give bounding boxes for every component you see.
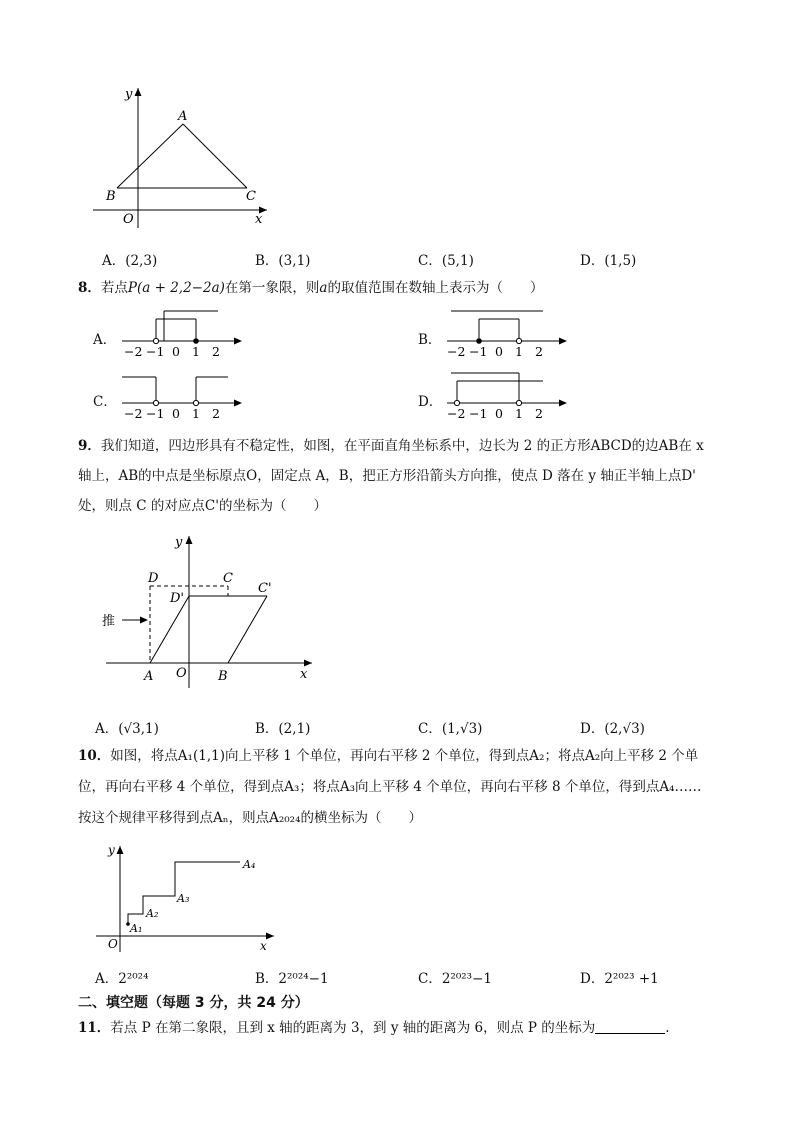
q9-label-push: 推: [102, 614, 116, 629]
q7-label-C: C: [246, 189, 256, 204]
q9-label-x: x: [300, 667, 308, 682]
q8-point-expr: P(a + 2,2−2a): [127, 280, 225, 296]
q7-label-A: A: [178, 109, 188, 124]
q8-d-tick-m1: −1: [469, 406, 488, 421]
q11-line: [78, 1018, 670, 1038]
q8-b-tick-1: 1: [515, 344, 523, 359]
q8-d-tick-1: 1: [515, 406, 523, 421]
q8-d-tick-2: 2: [535, 406, 543, 421]
q8-text-a: 若点: [100, 280, 128, 296]
q8-b-tick-0: 0: [495, 344, 503, 359]
q9-label-A: A: [144, 669, 154, 684]
q10-label-x: x: [260, 939, 267, 953]
q10-option-b[interactable]: B．2²⁰²⁴−1: [255, 971, 329, 987]
q8-d-tick-0: 0: [495, 406, 503, 421]
q9-label-Dp: D': [170, 591, 184, 606]
q11-number: 11．: [78, 1020, 111, 1036]
q8-text-e: 的取值范围在数轴上表示为（ ）: [327, 280, 544, 296]
q8-option-b-numberline: [443, 303, 573, 363]
q10-label-A4: A₄: [243, 858, 256, 871]
q8-a-tick-0: 0: [172, 344, 180, 359]
q8-b-tick-m1: −1: [469, 344, 488, 359]
q8-option-c-numberline: [118, 365, 248, 425]
q8-c-tick-m2: −2: [124, 406, 143, 421]
q9-option-c[interactable]: C．(1,√3): [418, 721, 483, 737]
q7-label-O: O: [123, 212, 134, 227]
q8-option-a-label[interactable]: A．: [93, 332, 117, 348]
q9-number: 9．: [78, 438, 101, 454]
q9-label-D: D: [148, 571, 159, 586]
q9-line-2: 轴上，AB的中点是坐标原点O，固定点 A，B，把正方形沿箭头方向推，使点 D 落在 y 轴正半轴上点D': [78, 468, 696, 484]
q10-label-A3: A₃: [177, 892, 190, 905]
q8-b-tick-m2: −2: [447, 344, 466, 359]
q10-line-1: [78, 746, 698, 766]
q7-option-d[interactable]: D．(1,5): [580, 253, 637, 269]
q10-label-O: O: [108, 937, 118, 951]
q9-label-O: O: [176, 666, 187, 681]
q10-label-A1: A₁: [130, 922, 143, 935]
q8-var-a: a: [319, 280, 328, 296]
q8-a-tick-1: 1: [192, 344, 200, 359]
q8-b-tick-2: 2: [535, 344, 543, 359]
q9-label-B: B: [218, 669, 228, 684]
q8-text-c: 在第一象限，则: [224, 280, 320, 296]
section-heading-fill-in: 二、填空题（每题 3 分，共 24 分）: [78, 995, 309, 1011]
q10-option-c[interactable]: C．2²⁰²³−1: [418, 971, 492, 987]
q10-text-1: 如图，将点A₁(1,1)向上平移 1 个单位，再向右平移 2 个单位，得到点A₂；将点A₂向上平移 2 个单: [110, 748, 699, 764]
q7-label-B: B: [106, 189, 116, 204]
q11-tail: .: [665, 1020, 670, 1036]
q8-option-d-numberline: [443, 365, 573, 425]
q10-label-A2: A₂: [146, 907, 159, 920]
q8-c-tick-1: 1: [192, 406, 200, 421]
q9-figure: [98, 530, 318, 690]
q11-answer-blank[interactable]: [595, 1019, 665, 1034]
q9-label-Cp: C': [258, 581, 272, 596]
q8-c-tick-2: 2: [212, 406, 220, 421]
q8-option-b-label[interactable]: B．: [418, 332, 442, 348]
q10-line-2: 位，再向右平移 4 个单位，得到点A₃；将点A₃向上平移 4 个单位，再向右平移 8 个单位，得到点A₄……: [78, 779, 702, 795]
q8-c-tick-m1: −1: [146, 406, 165, 421]
q8-option-c-label[interactable]: C．: [93, 394, 117, 410]
q10-number: 10．: [78, 748, 111, 764]
q9-line-1: [78, 436, 704, 456]
q8-option-a-numberline: [118, 303, 248, 363]
q9-option-a[interactable]: A．(√3,1): [95, 721, 159, 737]
q8-c-tick-0: 0: [172, 406, 180, 421]
q8-a-tick-m2: −2: [124, 344, 143, 359]
q8-a-tick-m1: −1: [146, 344, 165, 359]
q8-a-tick-2: 2: [212, 344, 220, 359]
q8-d-tick-m2: −2: [447, 406, 466, 421]
q10-option-d[interactable]: D．2²⁰²³ +1: [580, 971, 659, 987]
q7-option-b[interactable]: B．(3,1): [255, 253, 311, 269]
q8-number: 8．: [78, 280, 101, 296]
q7-option-a[interactable]: A．(2,3): [102, 253, 158, 269]
q11-text: 若点 P 在第二象限，且到 x 轴的距离为 3，到 y 轴的距离为 6，则点 P 的坐标为: [110, 1020, 596, 1036]
q7-figure: [85, 80, 285, 230]
q9-option-b[interactable]: B．(2,1): [255, 721, 311, 737]
q7-label-y: y: [125, 87, 133, 102]
q7-label-x: x: [255, 212, 263, 227]
q7-option-c[interactable]: C．(5,1): [418, 253, 474, 269]
q10-figure: [88, 840, 278, 955]
q9-line-3: 处，则点 C 的对应点C'的坐标为（ ）: [78, 498, 327, 514]
q10-option-a[interactable]: A．2²⁰²⁴: [95, 971, 149, 987]
q10-label-y: y: [108, 843, 115, 857]
q9-text-1: 我们知道，四边形具有不稳定性，如图，在平面直角坐标系中，边长为 2 的正方形ABCD的边AB在 x: [100, 438, 704, 454]
q9-label-C: C: [223, 571, 233, 586]
q9-option-d[interactable]: D．(2,√3): [580, 721, 645, 737]
q8-stem: [78, 278, 543, 298]
q9-label-y: y: [175, 535, 183, 550]
q8-option-d-label[interactable]: D．: [418, 394, 443, 410]
q10-line-3: 按这个规律平移得到点Aₙ，则点A₂₀₂₄的横坐标为（ ）: [78, 810, 422, 826]
